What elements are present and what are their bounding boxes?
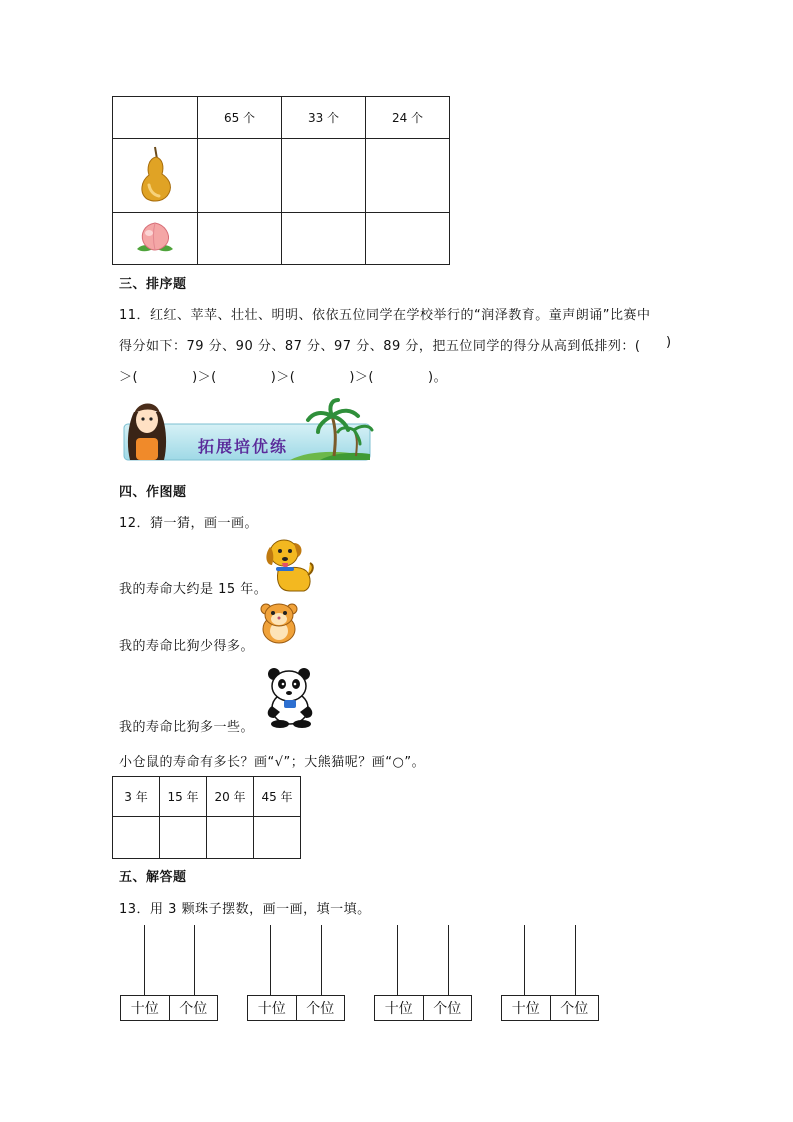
section3-title: 三、排序题 — [119, 277, 187, 292]
banner-text: 拓展培优练 — [198, 437, 289, 456]
ones-label: 个位 — [296, 996, 345, 1020]
header-empty-cell — [113, 97, 198, 139]
ones-rod — [321, 925, 322, 995]
peach-65-cell — [198, 213, 282, 265]
pear-65-cell — [198, 139, 282, 213]
hamster-icon — [256, 601, 302, 645]
ones-rod — [575, 925, 576, 995]
q13-prompt: 13．用 3 颗珠子摆数，画一画，填一填。 — [119, 902, 371, 917]
dog-text: 我的寿命大约是 15 年。 — [119, 582, 268, 597]
place-value-box — [247, 995, 345, 1021]
place-value-box — [120, 995, 218, 1021]
year-cell-15: 15 年 — [160, 777, 207, 817]
pear-icon — [135, 145, 175, 203]
tens-rod — [270, 925, 271, 995]
lifespan-question: 小仓鼠的寿命有多长？画“√”；大熊猫呢？画“○”。 — [119, 755, 426, 770]
tens-label: 十位 — [384, 1001, 413, 1017]
fruit-table — [112, 96, 450, 265]
year-cell-45: 45 年 — [254, 777, 301, 817]
place-value-box — [501, 995, 599, 1021]
header-cell-33: 33 个 — [282, 97, 366, 139]
years-table — [112, 776, 301, 859]
section5-title: 五、解答题 — [119, 870, 187, 885]
section4-title: 四、作图题 — [119, 485, 187, 500]
year-cell-3: 3 年 — [113, 777, 160, 817]
header-cell-24: 24 个 — [366, 97, 450, 139]
answer-cell-15 — [160, 817, 207, 859]
panda-icon — [262, 666, 318, 728]
panda-text: 我的寿命比狗多一些。 — [119, 720, 255, 735]
tens-rod — [524, 925, 525, 995]
abacus-2 — [247, 925, 345, 1021]
tens-label: 十位 — [257, 1001, 286, 1017]
peach-cell — [113, 213, 198, 265]
pear-24-cell — [366, 139, 450, 213]
pear-cell — [113, 139, 198, 213]
q11-line2: 得分如下：79 分、90 分、87 分、97 分、89 分，把五位同学的得分从高到低排列：( — [119, 339, 641, 354]
q11-line3: ＞( )＞( )＞( )＞( )。 — [119, 370, 448, 385]
peach-icon — [133, 219, 177, 255]
ones-rod — [448, 925, 449, 995]
year-cell-20: 20 年 — [207, 777, 254, 817]
peach-24-cell — [366, 213, 450, 265]
q12-prompt: 12．猜一猜，画一画。 — [119, 516, 259, 531]
place-value-box — [374, 995, 472, 1021]
peach-33-cell — [282, 213, 366, 265]
dog-icon — [264, 535, 314, 593]
tens-label: 十位 — [511, 1001, 540, 1017]
ones-label: 个位 — [423, 996, 472, 1020]
answer-cell-45 — [254, 817, 301, 859]
q11-line2-end: ) — [666, 335, 672, 350]
ones-label: 个位 — [169, 996, 218, 1020]
abacus-3 — [374, 925, 472, 1021]
tens-rod — [397, 925, 398, 995]
ones-label: 个位 — [550, 996, 599, 1020]
abacus-4 — [501, 925, 599, 1021]
tens-rod — [144, 925, 145, 995]
ones-rod — [194, 925, 195, 995]
hamster-text: 我的寿命比狗少得多。 — [119, 639, 255, 654]
q11-line1: 11．红红、苹苹、壮壮、明明、依依五位同学在学校举行的“润泽教育。童声朗诵”比赛中 — [119, 308, 651, 323]
abacus-1 — [120, 925, 218, 1021]
answer-cell-3 — [113, 817, 160, 859]
extension-banner — [120, 394, 374, 464]
pear-33-cell — [282, 139, 366, 213]
answer-cell-20 — [207, 817, 254, 859]
header-cell-65: 65 个 — [198, 97, 282, 139]
tens-label: 十位 — [130, 1001, 159, 1017]
